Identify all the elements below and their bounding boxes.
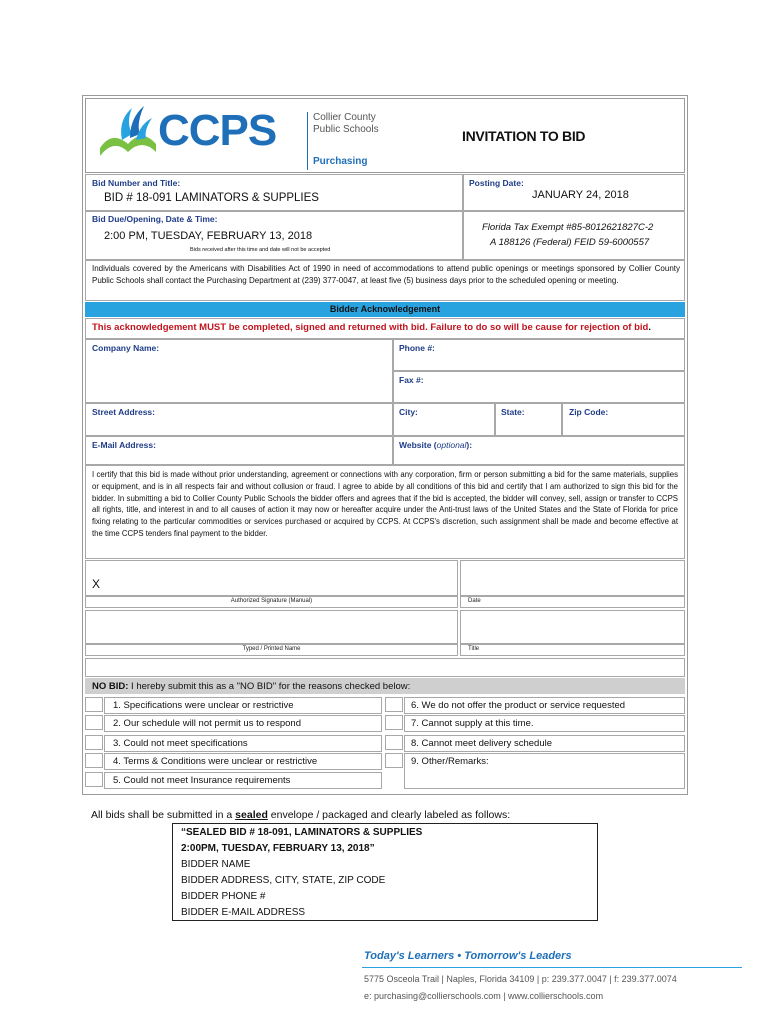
no-bid-checkbox-2[interactable]	[85, 715, 103, 730]
posting-label: Posting Date:	[469, 178, 524, 188]
label-line-1: “SEALED BID # 18-091, LAMINATORS & SUPPLIES	[181, 827, 423, 838]
signature-caption: Authorized Signature (Manual)	[230, 598, 313, 604]
title-field[interactable]	[460, 610, 685, 644]
title-caption: Title	[468, 646, 480, 652]
due-label: Bid Due/Opening, Date & Time:	[92, 214, 218, 224]
date-field[interactable]	[460, 560, 685, 596]
tax-line-1: Florida Tax Exempt #85-8012621827C-2	[482, 222, 654, 233]
no-bid-checkbox-9[interactable]	[385, 753, 403, 768]
no-bid-reason-2: 2. Our schedule will not permit us to respond	[113, 718, 301, 729]
phone-label: Phone #:	[399, 343, 435, 353]
no-bid-reason-1: 1. Specifications were unclear or restrictive	[113, 700, 294, 711]
zip-label: Zip Code:	[569, 407, 609, 417]
footer-contacts: e: purchasing@collierschools.com | www.collierschools.com	[364, 991, 604, 1001]
submission-intro-end: envelope / packaged and clearly labeled as follows:	[267, 809, 511, 821]
date-caption-cell	[460, 596, 685, 608]
no-bid-reason-6: 6. We do not offer the product or service requested	[411, 700, 626, 711]
website-label-start: Website (	[399, 440, 437, 450]
title-caption-cell	[460, 644, 685, 656]
footer-tagline: Today's Learners • Tomorrow's Leaders	[364, 950, 572, 962]
signature-x-mark: X	[92, 577, 101, 591]
no-bid-checkbox-3[interactable]	[85, 735, 103, 750]
company-name-label: Company Name:	[92, 343, 160, 353]
printed-name-field[interactable]	[85, 610, 458, 644]
website-optional: optional	[436, 440, 467, 450]
fax-label: Fax #:	[399, 375, 424, 385]
submission-sealed: sealed	[235, 809, 268, 821]
submission-intro-start: All bids shall be submitted in a	[91, 809, 236, 821]
email-label: E-Mail Address:	[92, 440, 156, 450]
page-title: INVITATION TO BID	[462, 128, 586, 144]
due-note: Bids received after this time and date will not be accepted	[190, 247, 331, 253]
submission-intro	[91, 809, 510, 821]
no-bid-checkbox-1[interactable]	[85, 697, 103, 712]
certification-text: I certify that this bid is made without prior understanding, agreement or connections with any corporation, firm or person submitting a bid for the same materials, supplies or equipment, and is in all respects fair and without collusion or fraud. I agree to abide by all conditions of this bid and certify that I am authorized to sign this bid for the bidder. In submitting a bid to Collier County Public Schools the bidder offers and agrees that if the bid is accepted, the bidder will convey, sell, assign or transfer to CCPS all rights, title, and interest in and to all causes of action it may now or hereafter acquire under the Anti-trust laws of the United States and the State of Florida for price fixing relating to the particular commodities or services purchased or acquired by CCPS. At CCPS's discretion, such assignment shall be made and become effective at the time CCPS tenders final payment to the bidder.	[92, 470, 678, 538]
no-bid-reason-9: 9. Other/Remarks:	[411, 756, 489, 767]
due-value: 2:00 PM, TUESDAY, FEBRUARY 13, 2018	[104, 230, 313, 242]
city-label: City:	[399, 407, 418, 417]
tax-line-2: A 188126 (Federal) FEID 59-6000557	[490, 237, 650, 248]
logo-divider	[307, 112, 308, 170]
bid-number-value: BID # 18-091 LAMINATORS & SUPPLIES	[104, 192, 319, 204]
no-bid-text: I hereby submit this as a "NO BID" for the reasons checked below:	[128, 681, 411, 692]
label-line-2: 2:00PM, TUESDAY, FEBRUARY 13, 2018”	[181, 843, 375, 854]
warning-period: .	[648, 322, 651, 333]
department-label: Purchasing	[313, 156, 368, 167]
phone-field[interactable]	[393, 339, 685, 371]
no-bid-reason-7: 7. Cannot supply at this time.	[411, 718, 534, 729]
street-address-label: Street Address:	[92, 407, 155, 417]
label-line-3: BIDDER NAME	[181, 859, 251, 870]
spacer-row	[85, 658, 685, 677]
no-bid-heading	[92, 681, 410, 692]
no-bid-checkbox-5[interactable]	[85, 772, 103, 787]
logo-text: CCPS	[158, 106, 277, 155]
label-line-5: BIDDER PHONE #	[181, 891, 266, 902]
acknowledgement-warning	[92, 322, 651, 333]
no-bid-checkbox-8[interactable]	[385, 735, 403, 750]
footer-divider	[362, 967, 742, 968]
no-bid-checkbox-6[interactable]	[385, 697, 403, 712]
date-caption: Date	[468, 598, 481, 604]
label-line-4: BIDDER ADDRESS, CITY, STATE, ZIP CODE	[181, 875, 386, 886]
posting-value: JANUARY 24, 2018	[532, 189, 629, 201]
signature-field[interactable]	[85, 560, 458, 596]
no-bid-checkbox-4[interactable]	[85, 753, 103, 768]
fax-field[interactable]	[393, 371, 685, 403]
no-bid-reason-5: 5. Could not meet Insurance requirements	[113, 775, 291, 786]
no-bid-reason-8: 8. Cannot meet delivery schedule	[411, 738, 552, 749]
acknowledgement-title: Bidder Acknowledgement	[329, 304, 441, 314]
bid-number-label: Bid Number and Title:	[92, 178, 181, 188]
website-label	[399, 440, 472, 450]
logo-subtitle-1: Collier County	[313, 112, 376, 123]
printed-name-caption: Typed / Printed Name	[242, 646, 301, 652]
no-bid-reason-3: 3. Could not meet specifications	[113, 738, 248, 749]
no-bid-label: NO BID:	[92, 681, 129, 692]
warning-text: This acknowledgement MUST be completed, signed and returned with bid. Failure to do so will be cause for rejection of bid	[92, 322, 649, 333]
state-label: State:	[501, 407, 525, 417]
ada-notice: Individuals covered by the Americans with Disabilities Act of 1990 in need of accommodations to attend public openings or meetings sponsored by Collier County Public Schools shall contact the Purchasing Department at (239) 377-0047, at least five (5) business days prior to the scheduled opening or meeting.	[92, 264, 680, 285]
footer-address: 5775 Osceola Trail | Naples, Florida 34109 | p: 239.377.0047 | f: 239.377.0074	[364, 974, 677, 984]
ccps-logo-icon	[92, 100, 162, 160]
no-bid-checkbox-7[interactable]	[385, 715, 403, 730]
label-line-6: BIDDER E-MAIL ADDRESS	[181, 907, 306, 918]
no-bid-reason-4: 4. Terms & Conditions were unclear or restrictive	[113, 756, 318, 767]
logo-subtitle-2: Public Schools	[313, 124, 379, 135]
website-label-end: ):	[466, 440, 473, 450]
tax-cell	[463, 211, 685, 260]
